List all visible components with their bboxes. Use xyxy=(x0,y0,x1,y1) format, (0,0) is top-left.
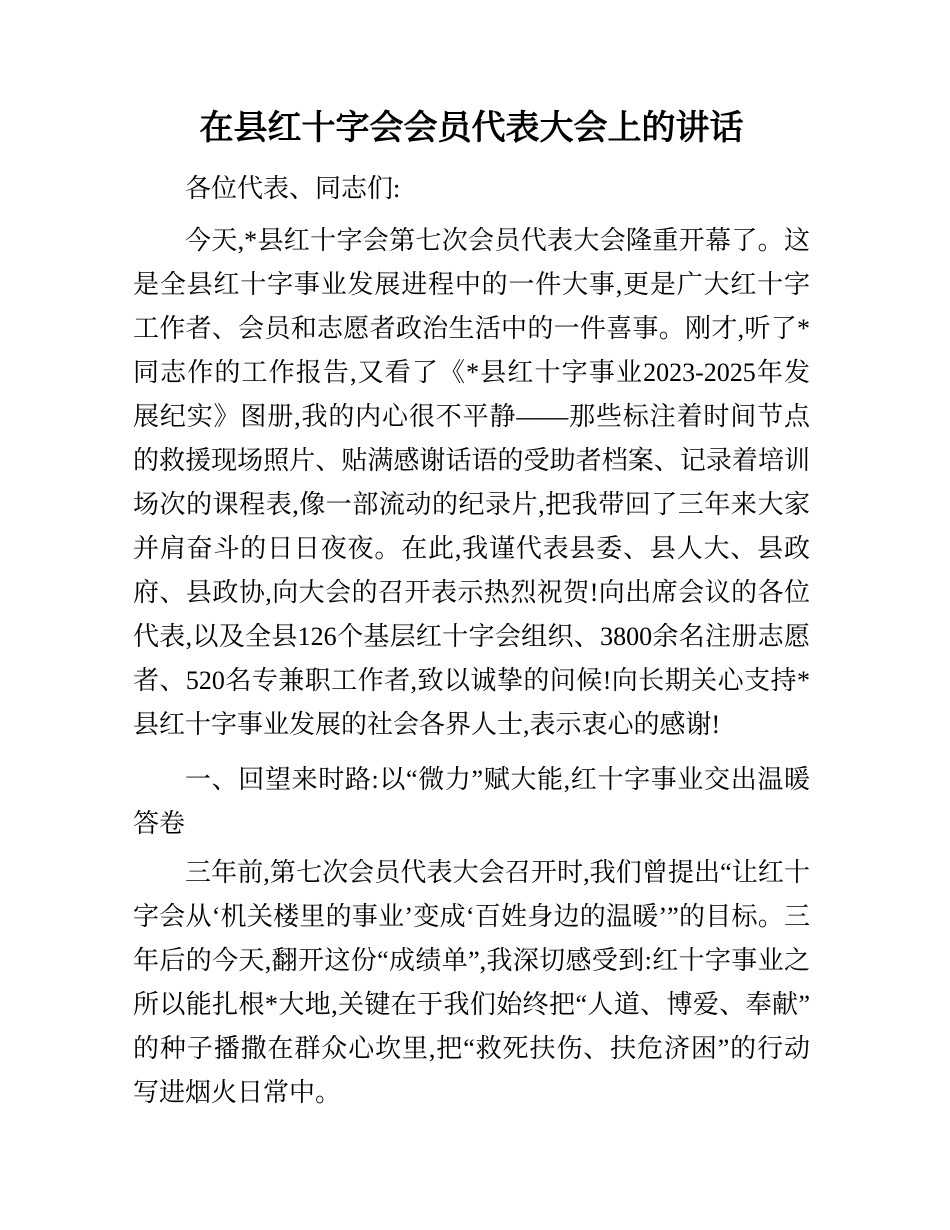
section-one-heading: 一、回望来时路:以“微力”赋大能,红十字事业交出温暖答卷 xyxy=(133,765,810,838)
salutation-paragraph: 各位代表、同志们: xyxy=(185,174,401,203)
section-one-body-paragraph: 三年前,第七次会员代表大会召开时,我们曾提出“让红十字会从‘机关楼里的事业’变成‘百姓身边的温暖’”的目标。三年后的今天,翻开这份“成绩单”,我深切感受到:红十字事业之所以能扎根*大地,关键在于我们始终把“人道、博爱、奉献”的种子播撒在群众心坎里,把“救死扶伤、扶危济困”的行动写进烟火日常中。 xyxy=(133,858,810,1107)
opening-paragraph: 今天,*县红十字会第七次会员代表大会隆重开幕了。这是全县红十字事业发展进程中的一件大事,更是广大红十字工作者、会员和志愿者政治生活中的一件喜事。刚才,听了*同志作的工作报告,又看了《*县红十字事业2023-2025年发展纪实》图册,我的内心很不平静——那些标注着时间节点的救援现场照片、贴满感谢话语的受助者档案、记录着培训场次的课程表,像一部流动的纪录片,把我带回了三年来大家并肩奋斗的日日夜夜。在此,我谨代表县委、县人大、县政府、县政协,向大会的召开表示热烈祝贺!向出席会议的各位代表,以及全县126个基层红十字会组织、3800余名注册志愿者、520名专兼职工作者,致以诚挚的问候!向长期关心支持*县红十字事业发展的社会各界人士,表示衷心的感谢! xyxy=(133,226,810,739)
document-title: 在县红十字会会员代表大会上的讲话 xyxy=(199,110,744,147)
